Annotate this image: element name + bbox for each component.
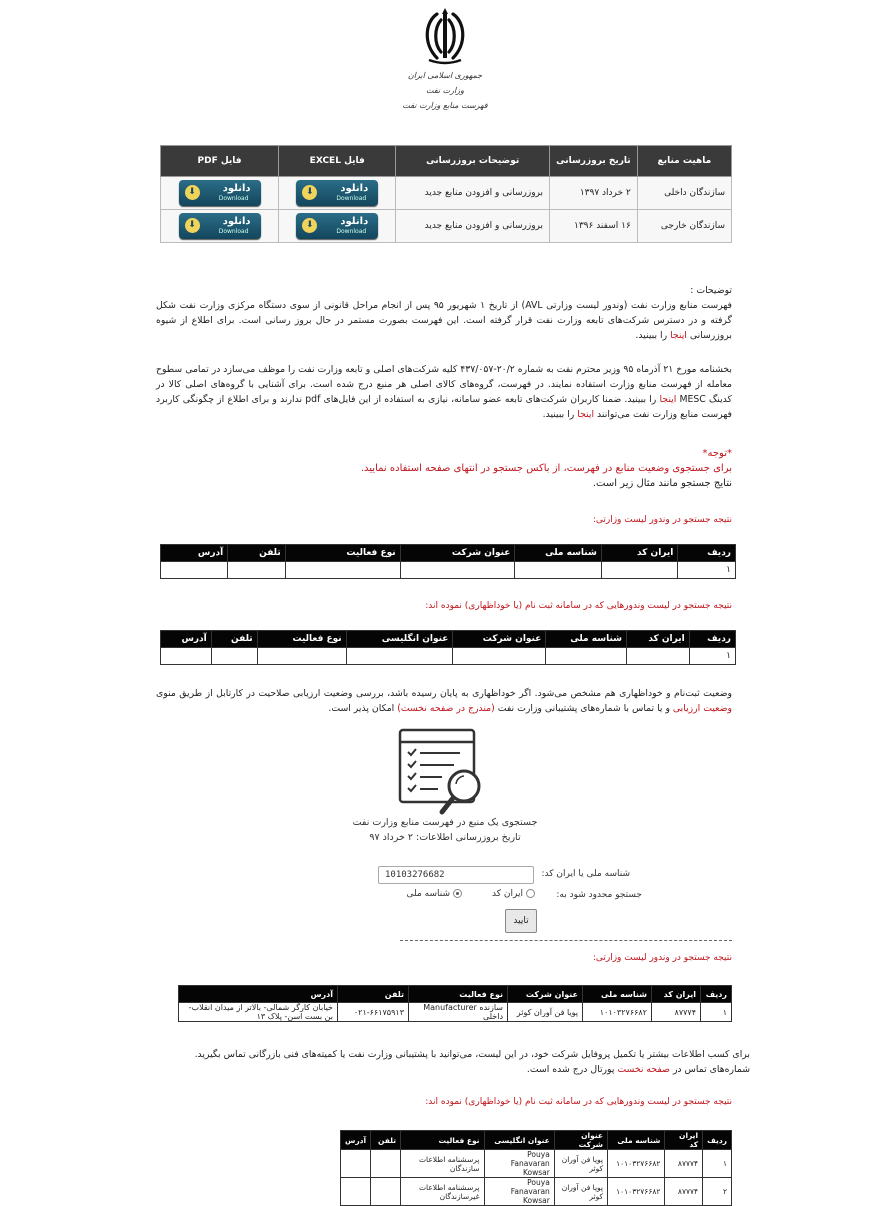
result-vendor-table <box>178 985 732 1022</box>
result-vendor-title: نتیجه جستجو در وندور لیست وزارتی: <box>592 953 732 963</box>
evaluation-status-link[interactable]: وضعیت ارزیابی <box>672 703 732 714</box>
notice-line-2: نتایج جستجو مانند مثال زیر است. <box>592 478 732 489</box>
result-registered-header-row: ردیف ایران کد شناسه ملی عنوان شرکت عنوان انگلیسی نوع فعالیت تلفن آدرس <box>341 1131 732 1150</box>
home-page-contact-link[interactable]: صفحه نخست <box>617 1064 670 1075</box>
download-pdf-button[interactable]: ⬇ دانلود Download <box>179 213 261 239</box>
cell-type: سازندگان خارجی <box>637 210 731 243</box>
update-method-link[interactable]: اینجا <box>670 330 687 341</box>
mesc-link[interactable]: اینجا <box>659 394 677 405</box>
header-lines <box>395 68 495 113</box>
download-excel-button[interactable]: ⬇ دانلود Download <box>296 180 378 206</box>
col-date: تاریخ بروزرسانی <box>550 146 638 177</box>
notes-paragraph-2: بخشنامه مورخ ۲۱ آذرماه ۹۵ وزیر محترم نفت به شماره ۲۰/۲-۴۳۷/۰۵۷ کلیه شرکت‌های اصلی و تابعه وزارت نفت را موظف می‌سازد در تمامی سطوح معامله از فهرست منابع وزارت استفاده نمایند. در فهرست، گروه‌های کالای اصلی هر منبع درج شده است. برای آشنایی با گروه‌های اصلی کالا در کدینگ MESC اینجا را ببینید. ضمنا کاربران شرکت‌های تابعه عضو سامانه، نیازی به استفاده از این فایل‌های pdf ندارند و برای اطلاع از چگونگی کاربرد فهرست منابع وزارت نفت می‌توانند اینجا را ببینید. <box>156 364 732 420</box>
notice-title: *توجه* <box>702 448 732 459</box>
sample-vendor-header-row: ردیف ایران کد شناسه ملی عنوان شرکت نوع فعالیت تلفن آدرس <box>161 545 736 562</box>
sample-registered-header-row: ردیف ایران کد شناسه ملی عنوان شرکت عنوان انگلیسی نوع فعالیت تلفن آدرس <box>161 631 736 648</box>
status-paragraph: وضعیت ثبت‌نام و خوداظهاری هم مشخص می‌شود. اگر خوداظهاری به پایان رسیده باشد، بررسی وضعیت ارزیابی صلاحیت در کارتابل از طریق منوی وضعیت ارزیابی و یا تماس با شماره‌های پشتیبانی وزارت نفت (مندرج در صفحه نخست) امکان پذیر است. <box>156 688 732 714</box>
result-vendor-header-row: ردیف ایران کد شناسه ملی عنوان شرکت نوع فعالیت تلفن آدرس <box>179 986 732 1003</box>
download-arrow-icon: ⬇ <box>185 218 200 233</box>
sample-vendor-title: نتیجه جستجو در وندور لیست وزارتی: <box>592 515 732 525</box>
iran-emblem-icon <box>415 8 475 66</box>
resources-table <box>160 145 732 243</box>
notes-heading: توضیحات : <box>690 285 732 296</box>
home-page-link[interactable]: (مندرج در صفحه نخست) <box>397 703 495 714</box>
id-input[interactable]: 10103276682 <box>378 866 534 884</box>
download-arrow-icon: ⬇ <box>185 185 200 200</box>
table-row: ۲ ۸۷۷۷۴ ۱۰۱۰۳۲۷۶۶۸۲ پویا فن آوران کوثر Pouya Fanavaran Kowsar پرسشنامه اطلاعات غیرسازندگان <box>341 1178 732 1206</box>
radio-iran-code[interactable]: ایران کد <box>492 889 538 899</box>
download-arrow-icon: ⬇ <box>302 185 317 200</box>
table-row: ۱ <box>161 562 736 579</box>
download-arrow-icon: ⬇ <box>302 218 317 233</box>
download-excel-button[interactable]: ⬇ دانلود Download <box>296 213 378 239</box>
sample-registered-table <box>160 630 736 665</box>
submit-button[interactable]: تایید <box>505 909 537 933</box>
cell-desc: بروزرسانی و افزودن منابع جدید <box>396 177 550 210</box>
table-row: ۱ ۸۷۷۷۴ ۱۰۱۰۳۲۷۶۶۸۲ پویا فن آوران کوثر Pouya Fanavaran Kowsar پرسشنامه اطلاعات سازندگان <box>341 1150 732 1178</box>
usage-guide-link[interactable]: اینجا <box>577 409 595 420</box>
col-type: ماهیت منابع <box>637 146 731 177</box>
table-row <box>161 177 732 210</box>
notes-paragraph-1: فهرست منابع وزارت نفت (وندور لیست وزارتی AVL) از تاریخ ۱ شهریور ۹۵ پس از انجام مراحل قانونی از سوی دستگاه مرکزی وزارت نفت شکل گرفته و در دسترس شرکت‌های تابعه وزارت نفت قرار گرفته است. این فهرست بصورت مستمر در حال بروز رسانی است. برای اطلاع از شیوه بروزرسانی اینجا را ببینید. <box>156 300 732 341</box>
header-line-3: فهرست منابع وزارت نفت <box>402 101 488 110</box>
header-line-1: جمهوری اسلامی ایران <box>407 71 483 80</box>
id-label: شناسه ملی یا ایران کد: <box>541 869 630 879</box>
result-registered-title: نتیجه جستجو در لیست وندورهایی که در سامانه ثبت نام (یا خوداظهاری) نموده اند: <box>425 1097 732 1107</box>
cell-date: ۱۶ اسفند ۱۳۹۶ <box>550 210 638 243</box>
sample-registered-title: نتیجه جستجو در لیست وندورهایی که در سامانه ثبت نام (یا خوداظهاری) نموده اند: <box>425 601 732 611</box>
radio-icon[interactable] <box>526 889 535 898</box>
cell-type: سازندگان داخلی <box>637 177 731 210</box>
radio-national-id[interactable]: شناسه ملی <box>406 889 465 899</box>
resources-header-row <box>161 146 732 177</box>
notice-line-1: برای جستجوی وضعیت منابع در فهرست، از باکس جستجو در انتهای صفحه استفاده نمایید. <box>360 463 732 474</box>
result-registered-table <box>340 1130 732 1206</box>
col-desc: توضیحات بروزرسانی <box>396 146 550 177</box>
checklist-search-icon <box>398 728 492 816</box>
search-caption-1: جستجوی یک منبع در فهرست منابع وزارت نفت <box>352 817 538 828</box>
radio-selected-icon[interactable] <box>453 889 462 898</box>
col-pdf: فایل PDF <box>161 146 279 177</box>
table-row: ۱ ۸۷۷۷۴ ۱۰۱۰۳۲۷۶۶۸۲ پویا فن آوران کوثر سازنده Manufacturer داخلی ۰۲۱-۶۶۱۷۵۹۱۳ خیابان کارگر شمالی- بالاتر از میدان انقلاب- بن بست اسن- پلاک ۱۳ <box>179 1003 732 1022</box>
header-line-2: وزارت نفت <box>425 86 464 95</box>
contact-paragraph: برای کسب اطلاعات بیشتر یا تکمیل پروفایل شرکت خود، در این لیست، می‌توانید با پشتیبانی وزارت نفت یا کمیته‌های فنی بازرگانی تماس بگیرید. شماره‌های تماس در صفحه نخست پورتال درج شده است. <box>194 1049 750 1075</box>
table-row <box>161 210 732 243</box>
col-excel: فایل EXCEL <box>279 146 396 177</box>
search-caption-2: تاریخ بروزرسانی اطلاعات: ۲ خرداد ۹۷ <box>369 832 521 843</box>
limit-label: جستجو محدود شود به: <box>556 890 642 900</box>
divider <box>400 940 732 941</box>
cell-desc: بروزرسانی و افزودن منابع جدید <box>396 210 550 243</box>
sample-vendor-table <box>160 544 736 579</box>
download-pdf-button[interactable]: ⬇ دانلود Download <box>179 180 261 206</box>
cell-date: ۲ خرداد ۱۳۹۷ <box>550 177 638 210</box>
table-row: ۱ <box>161 648 736 665</box>
